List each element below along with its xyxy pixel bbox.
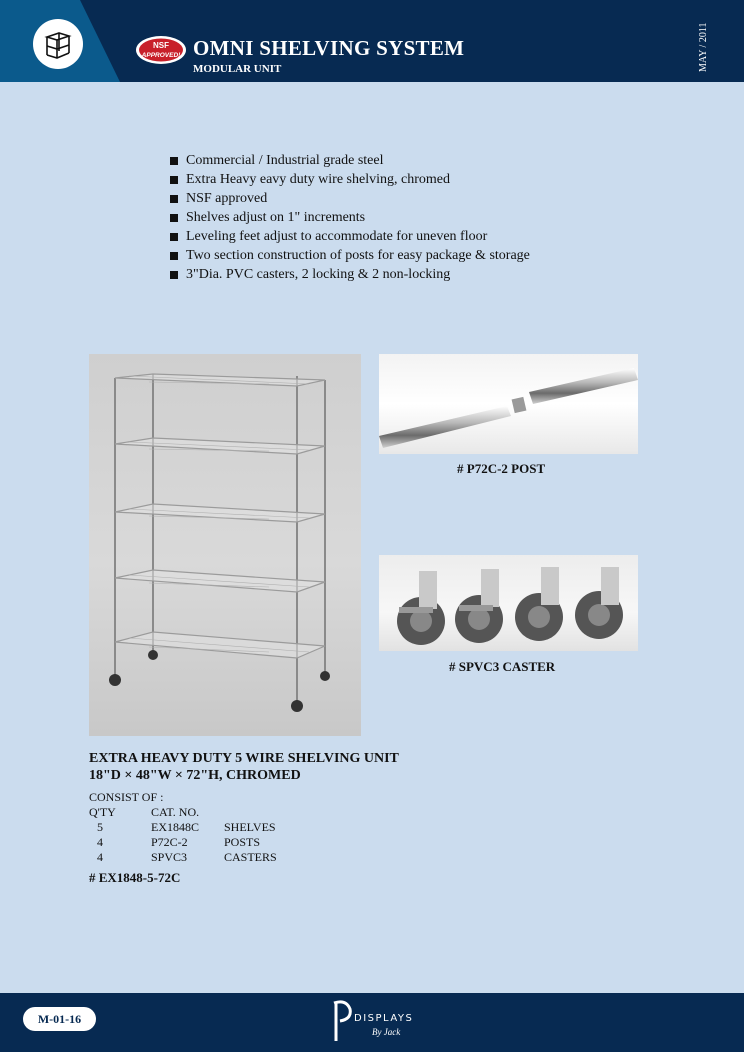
caster-caption: # SPVC3 CASTER <box>449 659 556 674</box>
publication-date: MAY / 2011 <box>698 22 709 72</box>
shelving-unit-icon <box>43 29 73 59</box>
square-bullet-icon <box>170 233 178 241</box>
product-title-line2: 18"D × 48"W × 72"H, CHROMED <box>89 768 301 783</box>
table-header-row <box>89 805 277 820</box>
feature-item: 3"Dia. PVC casters, 2 locking & 2 non-locking <box>170 265 530 284</box>
feature-item: Two section construction of posts for easy package & storage <box>170 246 530 265</box>
feature-item: Commercial / Industrial grade steel <box>170 151 530 170</box>
cat-cell: SPVC3 <box>151 850 188 864</box>
cat-cell: P72C-2 <box>151 835 188 849</box>
model-number: # EX1848-5-72C <box>89 870 181 885</box>
square-bullet-icon <box>170 214 178 222</box>
caster-illustration <box>379 555 638 651</box>
nsf-approved-badge <box>135 35 187 65</box>
qty-cell: 5 <box>97 820 103 834</box>
brand-name: DISPLAYS <box>354 1013 414 1024</box>
square-bullet-icon <box>170 157 178 165</box>
chrome-post-illustration <box>379 354 638 454</box>
square-bullet-icon <box>170 271 178 279</box>
wire-shelving-illustration <box>89 354 361 736</box>
cat-cell: EX1848C <box>151 820 199 834</box>
qty-header: Q'TY <box>89 805 116 819</box>
page-title: OMNI SHELVING SYSTEM <box>193 36 465 60</box>
post-photo <box>379 354 638 454</box>
feature-list <box>170 151 530 284</box>
table-row <box>89 835 277 850</box>
square-bullet-icon <box>170 176 178 184</box>
feature-item: Leveling feet adjust to accommodate for uneven floor <box>170 227 530 246</box>
product-title-line1: EXTRA HEAVY DUTY 5 WIRE SHELVING UNIT <box>89 751 399 766</box>
table-row <box>89 820 277 835</box>
product-title <box>89 750 399 784</box>
nsf-badge-text: NSF <box>153 41 169 50</box>
table-row <box>89 850 277 865</box>
page-code-badge: M-01-16 <box>23 1007 96 1031</box>
page-subtitle: MODULAR UNIT <box>193 63 282 75</box>
qty-cell: 4 <box>97 850 103 864</box>
feature-item: NSF approved <box>170 189 530 208</box>
post-caption: # P72C-2 POST <box>457 461 546 476</box>
shelving-unit-photo <box>89 354 361 736</box>
cat-no-header: CAT. NO. <box>151 805 200 819</box>
feature-item: Shelves adjust on 1" increments <box>170 208 530 227</box>
svg-text:APPROVED!: APPROVED! <box>141 52 181 59</box>
brand-tagline: By Jack <box>372 1027 401 1037</box>
components-table <box>89 805 277 865</box>
feature-item: Extra Heavy eavy duty wire shelving, chromed <box>170 170 530 189</box>
desc-cell: CASTERS <box>224 850 277 864</box>
caster-photo <box>379 555 638 651</box>
square-bullet-icon <box>170 195 178 203</box>
square-bullet-icon <box>170 252 178 260</box>
qty-cell: 4 <box>97 835 103 849</box>
header-logo <box>33 19 83 69</box>
desc-cell: SHELVES <box>224 820 276 834</box>
consist-of-label: CONSIST OF : <box>89 790 164 804</box>
desc-cell: POSTS <box>224 835 261 849</box>
